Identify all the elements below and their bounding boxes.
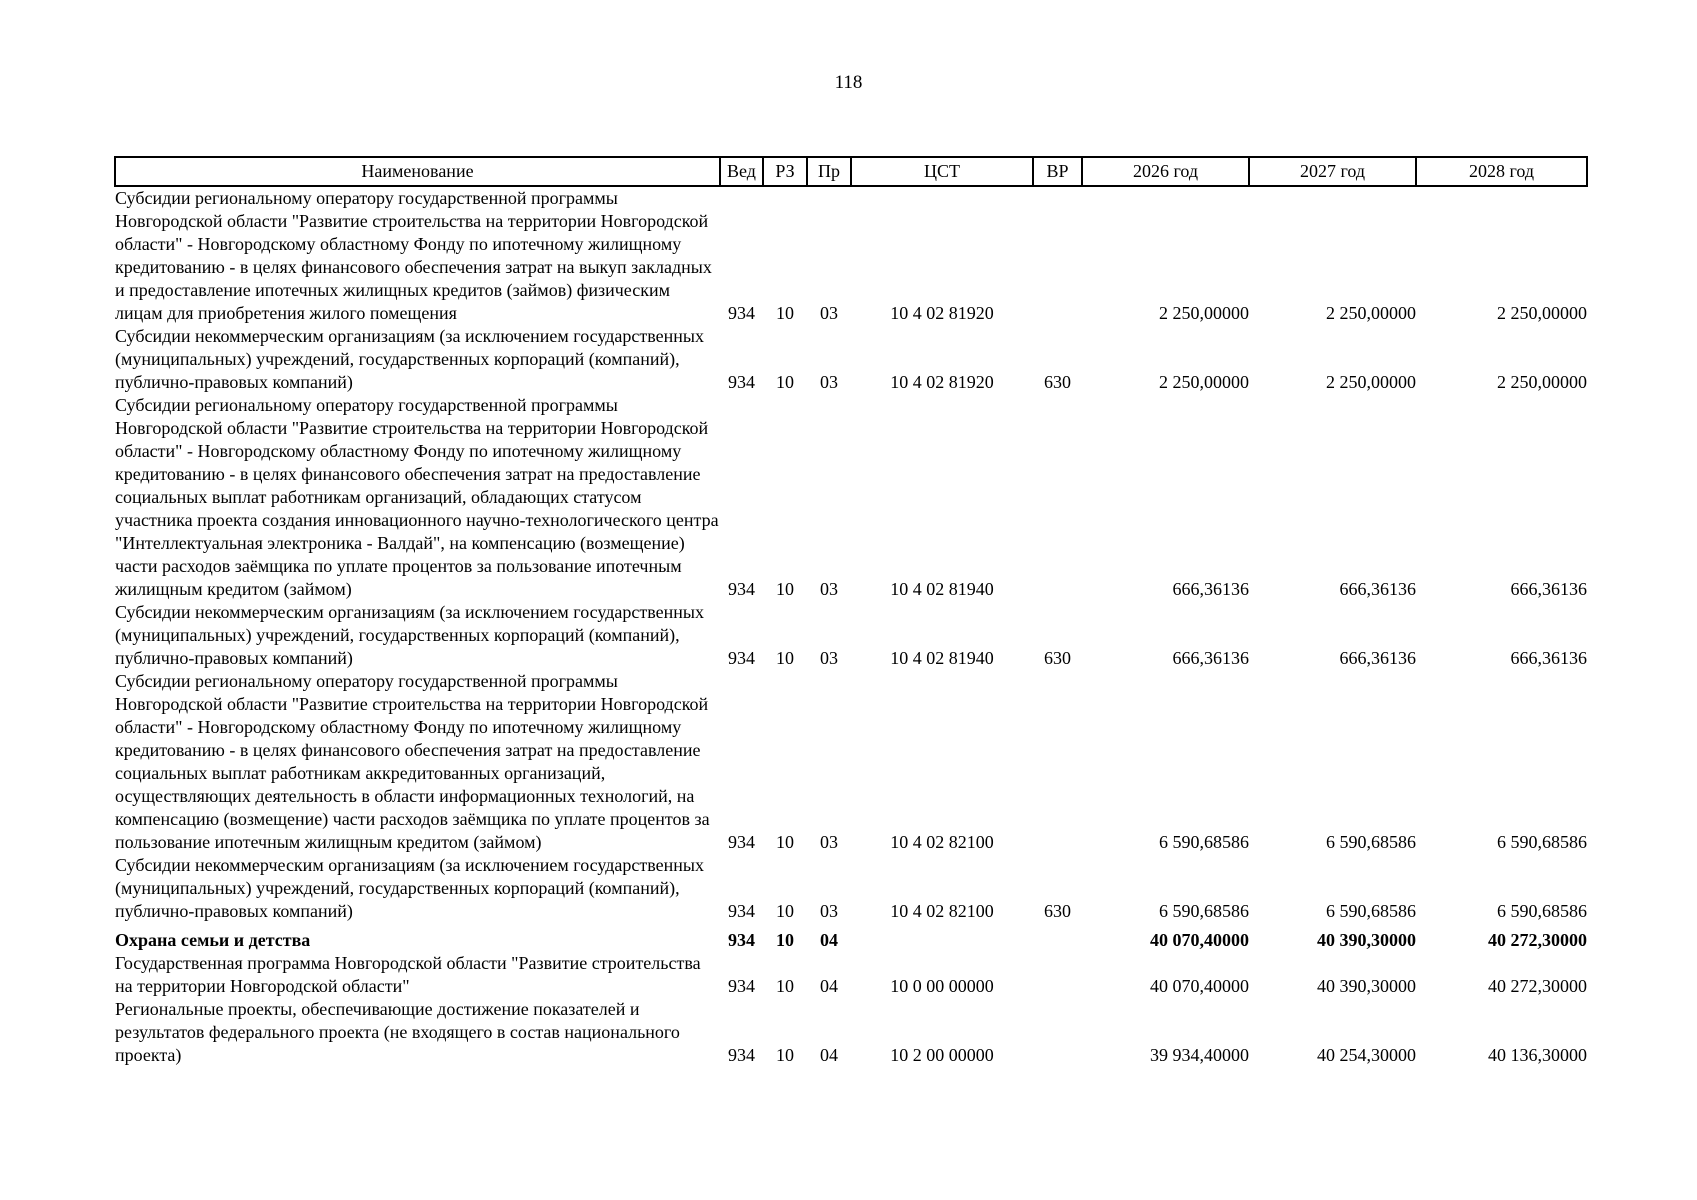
row-2028: 40 272,30000 [1488,976,1587,996]
row-name: Субсидии некоммерческим организациям (за исключением государственных (муниципальных) учреждений, государственных корпораций (компаний), публично-правовых компаний) [115,326,705,392]
table-row [115,670,1587,854]
row-2026: 6 590,68586 [1159,901,1249,921]
row-2026: 39 934,40000 [1150,1045,1249,1065]
row-name: Субсидии региональному оператору государственной программы Новгородской области "Развитие строительства на территории Новгородской области" - Новгородскому областному Фонду по ипотечному жилищному кредитованию - в целях финансового обеспечения затрат на предоставление социальных выплат работникам организаций, обладающих статусом участника проекта создания инновационного научно-технологического центра "Интеллектуальная электроника - Валдай", на компенсацию (возмещение) части расходов заёмщика по уплате процентов за пользование ипотечным жилищным кредитом (займом) [115,395,719,599]
header-2026: 2026 год [1082,157,1249,186]
row-cst: 10 4 02 81920 [890,372,994,392]
header-ved: Вед [720,157,763,186]
table-row [115,186,1587,325]
table-row [115,394,1587,601]
budget-table [114,156,1588,1067]
row-2028: 40 272,30000 [1488,930,1587,950]
row-vr [1033,998,1082,1067]
row-2026: 40 070,40000 [1150,976,1249,996]
row-cst: 10 0 00 00000 [890,976,994,996]
row-name: Субсидии региональному оператору государственной программы Новгородской области "Развитие строительства на территории Новгородской области" - Новгородскому областному Фонду по ипотечному жилищному кредитованию - в целях финансового обеспечения затрат на выкуп закладных и предоставление ипотечных жилищных кредитов (займов) физическим лицам для приобретения жилого помещения [115,188,712,323]
row-pr: 03 [820,372,838,392]
row-cst: 10 4 02 82100 [890,901,994,921]
row-rz: 10 [776,976,794,996]
table-row [115,601,1587,670]
header-2027: 2027 год [1249,157,1416,186]
header-pr: Пр [807,157,851,186]
row-vr [1033,952,1082,998]
row-2028: 2 250,00000 [1497,303,1587,323]
row-2026: 6 590,68586 [1159,832,1249,852]
row-vr: 630 [1044,648,1071,668]
row-2026: 2 250,00000 [1159,372,1249,392]
row-name: Государственная программа Новгородской области "Развитие строительства на территории Новгородской области" [115,953,701,996]
row-ved: 934 [728,930,755,950]
row-2026: 666,36136 [1172,579,1249,599]
table-body [115,186,1587,1067]
row-cst: 10 4 02 81920 [890,303,994,323]
row-2028: 6 590,68586 [1497,901,1587,921]
row-2027: 2 250,00000 [1326,303,1416,323]
header-cst: ЦСТ [851,157,1033,186]
row-2027: 2 250,00000 [1326,372,1416,392]
row-ved: 934 [728,976,755,996]
row-ved: 934 [728,832,755,852]
row-ved: 934 [728,901,755,921]
row-2028: 40 136,30000 [1488,1045,1587,1065]
table-row [115,998,1587,1067]
row-rz: 10 [776,832,794,852]
row-ved: 934 [728,1045,755,1065]
row-ved: 934 [728,579,755,599]
row-rz: 10 [776,1045,794,1065]
row-rz: 10 [776,303,794,323]
row-name: Региональные проекты, обеспечивающие достижение показателей и результатов федерального проекта (не входящего в состав национального проекта) [115,999,680,1065]
table-row [115,854,1587,923]
row-2028: 2 250,00000 [1497,372,1587,392]
row-2028: 666,36136 [1510,648,1587,668]
row-vr [1033,670,1082,854]
row-rz: 10 [776,930,794,950]
row-rz: 10 [776,372,794,392]
row-ved: 934 [728,372,755,392]
row-2028: 6 590,68586 [1497,832,1587,852]
header-name: Наименование [115,157,720,186]
table-row [115,952,1587,998]
row-2027: 40 254,30000 [1317,1045,1416,1065]
table-row [115,923,1587,952]
row-pr: 04 [820,930,838,950]
row-2026: 2 250,00000 [1159,303,1249,323]
row-pr: 03 [820,648,838,668]
row-2027: 6 590,68586 [1326,832,1416,852]
row-vr [1033,394,1082,601]
row-pr: 04 [820,976,838,996]
row-name: Субсидии некоммерческим организациям (за исключением государственных (муниципальных) учреждений, государственных корпораций (компаний), публично-правовых компаний) [115,602,705,668]
row-pr: 03 [820,832,838,852]
row-2027: 40 390,30000 [1317,930,1416,950]
row-rz: 10 [776,579,794,599]
row-cst: 10 4 02 81940 [890,648,994,668]
row-cst: 10 2 00 00000 [890,1045,994,1065]
row-pr: 03 [820,901,838,921]
header-rz: РЗ [763,157,807,186]
row-rz: 10 [776,901,794,921]
row-ved: 934 [728,303,755,323]
row-pr: 03 [820,579,838,599]
header-2028: 2028 год [1416,157,1587,186]
row-cst [851,923,1033,952]
row-name: Субсидии некоммерческим организациям (за исключением государственных (муниципальных) учреждений, государственных корпораций (компаний), публично-правовых компаний) [115,855,705,921]
row-vr [1033,923,1082,952]
row-2027: 666,36136 [1339,648,1416,668]
page-number: 118 [834,72,863,93]
row-2027: 40 390,30000 [1317,976,1416,996]
row-name: Охрана семьи и детства [115,930,311,950]
row-pr: 04 [820,1045,838,1065]
row-2026: 40 070,40000 [1150,930,1249,950]
row-vr: 630 [1044,901,1071,921]
row-cst: 10 4 02 81940 [890,579,994,599]
row-pr: 03 [820,303,838,323]
row-2027: 6 590,68586 [1326,901,1416,921]
row-2028: 666,36136 [1510,579,1587,599]
row-2027: 666,36136 [1339,579,1416,599]
row-vr: 630 [1044,372,1071,392]
row-ved: 934 [728,648,755,668]
row-rz: 10 [776,648,794,668]
row-2026: 666,36136 [1172,648,1249,668]
row-vr [1033,186,1082,325]
table-row [115,325,1587,394]
row-name: Субсидии региональному оператору государственной программы Новгородской области "Развитие строительства на территории Новгородской области" - Новгородскому областному Фонду по ипотечному жилищному кредитованию - в целях финансового обеспечения затрат на предоставление социальных выплат работникам аккредитованных организаций, осуществляющих деятельность в области информационных технологий, на компенсацию (возмещение) части расходов заёмщика по уплате процентов за пользование ипотечным жилищным кредитом (займом) [115,671,710,852]
header-vr: ВР [1033,157,1082,186]
header-row [115,157,1587,186]
row-cst: 10 4 02 82100 [890,832,994,852]
